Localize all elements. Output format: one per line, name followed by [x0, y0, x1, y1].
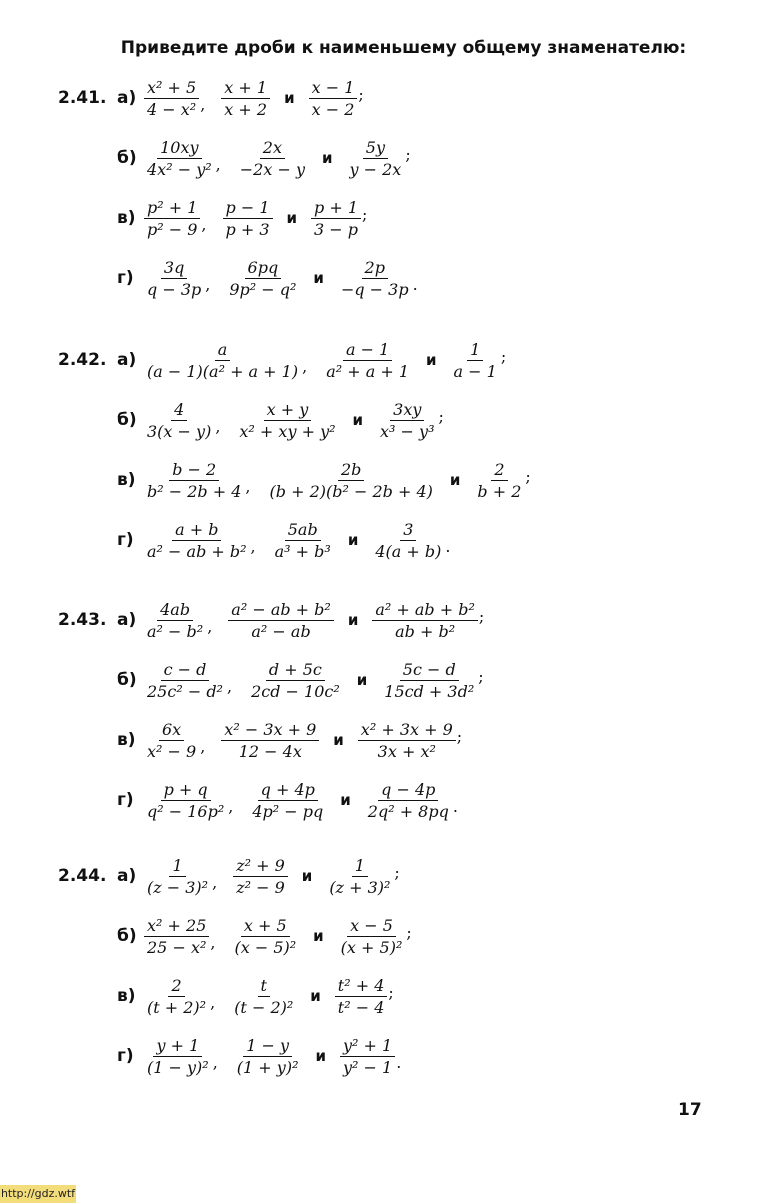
numerator: 3xy — [390, 399, 424, 421]
fraction — [144, 257, 204, 300]
numerator: x² + 25 — [144, 915, 209, 937]
item-label: б) — [117, 670, 137, 690]
denominator: (x + 5)² — [340, 937, 403, 957]
exercise-row — [0, 848, 759, 904]
denominator: 2cd − 10c² — [251, 681, 340, 701]
denominator: b² − 2b + 4 — [147, 481, 242, 501]
fraction-group — [144, 779, 462, 822]
fraction-group — [144, 975, 398, 1018]
exercise-row — [0, 70, 759, 126]
conjunction: и — [352, 411, 364, 429]
item-label: б) — [117, 926, 137, 946]
numerator: 1 — [169, 855, 185, 877]
denominator: 25c² − d² — [147, 681, 223, 701]
fraction — [335, 975, 388, 1018]
comma: , — [250, 536, 256, 556]
fraction — [474, 459, 524, 502]
numerator: t² + 4 — [335, 975, 388, 997]
fraction — [221, 719, 319, 762]
comma: , — [212, 872, 218, 892]
numerator: 3q — [161, 257, 187, 279]
denominator: x³ − y³ — [380, 421, 435, 441]
end-punctuation: ; — [478, 666, 484, 686]
conjunction: и — [347, 531, 359, 549]
numerator: t — [258, 975, 270, 997]
denominator: a² + a + 1 — [326, 361, 410, 381]
denominator: (x − 5)² — [234, 937, 297, 957]
fraction-group — [144, 399, 448, 442]
end-punctuation: ; — [478, 606, 485, 626]
fraction — [231, 915, 299, 958]
comma: , — [215, 416, 221, 436]
numerator: 4 — [171, 399, 187, 421]
numerator: x² − 3x + 9 — [221, 719, 319, 741]
numerator: a − 1 — [343, 339, 392, 361]
fraction — [144, 137, 215, 180]
problem-number: 2.42. — [58, 350, 107, 370]
denominator: 3(x − y) — [147, 421, 212, 441]
comma: , — [245, 476, 251, 496]
numerator: 6x — [159, 719, 184, 741]
denominator: −q − 3p — [340, 279, 409, 299]
comma: , — [212, 1052, 218, 1072]
exercise-row — [0, 332, 759, 388]
conjunction: и — [356, 671, 368, 689]
item-label: в) — [117, 470, 136, 490]
fraction — [231, 975, 296, 1018]
numerator: a + b — [172, 519, 221, 541]
numerator: x² + 3x + 9 — [358, 719, 456, 741]
end-punctuation: ; — [405, 144, 411, 164]
end-punctuation: ; — [388, 982, 394, 1002]
comma: , — [201, 214, 207, 234]
fraction — [228, 599, 334, 642]
end-punctuation: . — [445, 536, 451, 556]
problem-number: 2.43. — [58, 610, 107, 630]
conjunction: и — [449, 471, 461, 489]
end-punctuation: ; — [525, 466, 531, 486]
denominator: q − 3p — [147, 279, 202, 299]
denominator: (1 − y)² — [147, 1057, 209, 1077]
numerator: 4ab — [157, 599, 193, 621]
denominator: t² − 4 — [337, 997, 385, 1017]
numerator: x + y — [264, 399, 312, 421]
numerator: 5c − d — [400, 659, 459, 681]
conjunction: и — [284, 89, 295, 107]
fraction-group — [144, 257, 422, 300]
comma: , — [200, 736, 206, 756]
fraction — [144, 659, 226, 702]
item-label: г) — [117, 268, 134, 288]
denominator: (t − 2)² — [234, 997, 294, 1017]
fraction — [372, 519, 444, 562]
denominator: 12 − 4x — [238, 741, 302, 761]
denominator: 4p² − pq — [252, 801, 324, 821]
denominator: a² − ab — [251, 621, 311, 641]
denominator: z² − 9 — [236, 877, 285, 897]
end-punctuation: . — [396, 1052, 402, 1072]
end-punctuation: ; — [406, 922, 412, 942]
conjunction: и — [313, 927, 324, 945]
numerator: a² + ab + b² — [372, 599, 478, 621]
fraction-group — [144, 339, 510, 382]
fraction-group — [144, 137, 415, 180]
fraction-group — [144, 1035, 405, 1078]
exercise-row — [0, 130, 759, 186]
denominator: b + 2 — [477, 481, 522, 501]
exercise-row — [0, 908, 759, 964]
exercise-row — [0, 968, 759, 1024]
numerator: x − 1 — [309, 77, 358, 99]
fraction-group — [144, 197, 371, 240]
fraction — [358, 719, 456, 762]
fraction-group — [144, 855, 404, 898]
item-label: б) — [117, 410, 137, 430]
problem-number: 2.44. — [58, 866, 107, 886]
fraction — [267, 459, 436, 502]
denominator: p² − 9 — [147, 219, 198, 239]
comma: , — [207, 616, 213, 636]
denominator: 2q² + 8pq — [367, 801, 449, 821]
denominator: 3x + x² — [377, 741, 436, 761]
numerator: x + 5 — [241, 915, 290, 937]
conjunction: и — [333, 731, 344, 749]
comma: , — [302, 356, 308, 376]
conjunction: и — [321, 149, 333, 167]
denominator: 4 − x² — [147, 99, 197, 119]
fraction — [234, 1035, 302, 1078]
denominator: q² − 16p² — [147, 801, 225, 821]
denominator: 9p² − q² — [229, 279, 297, 299]
numerator: q + 4p — [258, 779, 318, 801]
fraction — [144, 719, 199, 762]
end-punctuation: ; — [358, 84, 364, 104]
numerator: z² + 9 — [233, 855, 288, 877]
fraction — [144, 599, 206, 642]
denominator: x² − 9 — [147, 741, 197, 761]
fraction-group — [144, 519, 454, 562]
exercise-row — [0, 772, 759, 828]
numerator: p + 1 — [311, 197, 361, 219]
numerator: 5ab — [285, 519, 321, 541]
watermark-link[interactable]: http://gdz.wtf — [0, 1185, 76, 1203]
conjunction: и — [315, 1047, 327, 1065]
end-punctuation: ; — [456, 726, 463, 746]
comma: , — [210, 992, 216, 1012]
exercise-row — [0, 652, 759, 708]
fraction — [451, 339, 500, 382]
fraction — [144, 1035, 212, 1078]
comma: , — [205, 274, 211, 294]
denominator: p + 3 — [225, 219, 270, 239]
fraction — [144, 855, 211, 898]
numerator: a — [215, 339, 231, 361]
item-label: б) — [117, 148, 137, 168]
exercise-row — [0, 592, 759, 648]
comma: , — [228, 796, 234, 816]
numerator: a² − ab + b² — [228, 599, 334, 621]
fraction — [221, 77, 270, 120]
fraction-group — [144, 659, 488, 702]
exercise-row — [0, 452, 759, 508]
item-label: в) — [117, 208, 136, 228]
numerator: p + q — [161, 779, 211, 801]
fraction-group — [144, 915, 416, 958]
page-heading: Приведите дроби к наименьшему общему знаменателю: — [120, 38, 687, 58]
numerator: p² + 1 — [144, 197, 200, 219]
denominator: 4(a + b) — [375, 541, 442, 561]
fraction — [347, 137, 405, 180]
denominator: a² − b² — [147, 621, 204, 641]
denominator: a² − ab + b² — [147, 541, 247, 561]
numerator: y² + 1 — [340, 1035, 395, 1057]
exercise-row — [0, 190, 759, 246]
fraction — [144, 459, 244, 502]
denominator: y − 2x — [349, 159, 402, 179]
numerator: x + 1 — [221, 77, 270, 99]
item-label: в) — [117, 730, 136, 750]
fraction — [236, 399, 338, 442]
fraction — [144, 915, 209, 958]
numerator: 2 — [168, 975, 184, 997]
comma: , — [210, 932, 216, 952]
fraction — [226, 257, 299, 300]
end-punctuation: ; — [500, 346, 507, 366]
numerator: 6pq — [245, 257, 282, 279]
item-label: в) — [117, 986, 136, 1006]
comma: , — [200, 94, 206, 114]
numerator: 1 — [467, 339, 483, 361]
page-number: 17 — [678, 1100, 702, 1120]
fraction — [144, 197, 200, 240]
numerator: 1 — [352, 855, 368, 877]
fraction — [223, 197, 273, 240]
exercise-row — [0, 712, 759, 768]
denominator: (b + 2)(b² − 2b + 4) — [269, 481, 433, 501]
item-label: а) — [117, 866, 137, 886]
denominator: −2x − y — [239, 159, 305, 179]
end-punctuation: ; — [438, 406, 444, 426]
denominator: x + 2 — [224, 99, 268, 119]
denominator: ab + b² — [395, 621, 456, 641]
numerator: 1 − y — [243, 1035, 292, 1057]
conjunction: и — [340, 791, 351, 809]
fraction — [372, 599, 478, 642]
fraction — [323, 339, 412, 382]
exercise-row — [0, 512, 759, 568]
numerator: b − 2 — [169, 459, 219, 481]
numerator: x² + 5 — [144, 77, 199, 99]
item-label: а) — [117, 610, 137, 630]
denominator: 3 − p — [314, 219, 359, 239]
item-label: г) — [117, 1046, 134, 1066]
denominator: a³ + b³ — [274, 541, 331, 561]
fraction — [144, 399, 214, 442]
numerator: 2b — [338, 459, 364, 481]
fraction — [365, 779, 452, 822]
comma: , — [226, 676, 233, 696]
denominator: (1 + y)² — [236, 1057, 299, 1077]
denominator: a − 1 — [453, 361, 497, 381]
fraction — [338, 257, 412, 300]
numerator: p − 1 — [223, 197, 273, 219]
denominator: y² − 1 — [343, 1057, 393, 1077]
denominator: 25 − x² — [147, 937, 207, 957]
fraction — [249, 779, 326, 822]
numerator: 2x — [260, 137, 285, 159]
numerator: 3 — [400, 519, 416, 541]
numerator: 2p — [362, 257, 388, 279]
fraction — [311, 197, 361, 240]
conjunction: и — [426, 351, 437, 369]
item-label: а) — [117, 350, 137, 370]
fraction-group — [144, 459, 535, 502]
comma: , — [215, 154, 221, 174]
fraction — [233, 855, 288, 898]
exercise-row — [0, 392, 759, 448]
numerator: y + 1 — [153, 1035, 202, 1057]
denominator: 4x² − y² — [147, 159, 212, 179]
item-label: г) — [117, 790, 134, 810]
end-punctuation: ; — [394, 862, 400, 882]
denominator: 15cd + 3d² — [384, 681, 475, 701]
conjunction: и — [301, 867, 313, 885]
fraction — [340, 1035, 395, 1078]
fraction — [144, 77, 199, 120]
exercise-row — [0, 250, 759, 306]
numerator: c − d — [161, 659, 210, 681]
numerator: d + 5c — [266, 659, 325, 681]
conjunction: и — [286, 209, 298, 227]
fraction — [381, 659, 477, 702]
denominator: (a − 1)(a² + a + 1) — [147, 361, 299, 381]
problem-number: 2.41. — [58, 88, 107, 108]
exercise-row — [0, 1028, 759, 1084]
end-punctuation: . — [412, 274, 418, 294]
fraction — [309, 77, 358, 120]
fraction — [326, 855, 393, 898]
numerator: q − 4p — [378, 779, 438, 801]
fraction — [144, 975, 209, 1018]
denominator: x² + xy + y² — [239, 421, 336, 441]
conjunction: и — [310, 987, 321, 1005]
numerator: 10xy — [157, 137, 201, 159]
fraction — [144, 339, 301, 382]
fraction — [248, 659, 343, 702]
numerator: 5y — [363, 137, 388, 159]
fraction-group — [144, 599, 488, 642]
denominator: (z + 3)² — [329, 877, 391, 897]
fraction-group — [144, 719, 466, 762]
fraction — [237, 137, 308, 180]
item-label: а) — [117, 88, 137, 108]
fraction — [144, 779, 227, 822]
fraction-group — [144, 77, 368, 120]
fraction — [272, 519, 334, 562]
denominator: x − 2 — [311, 99, 355, 119]
end-punctuation: . — [452, 796, 458, 816]
denominator: (z − 3)² — [147, 877, 209, 897]
fraction — [377, 399, 437, 442]
numerator: x − 5 — [347, 915, 396, 937]
conjunction: и — [347, 611, 359, 629]
fraction — [144, 519, 250, 562]
denominator: (t + 2)² — [147, 997, 207, 1017]
item-label: г) — [117, 530, 134, 550]
conjunction: и — [313, 269, 324, 287]
numerator: 2 — [491, 459, 507, 481]
end-punctuation: ; — [362, 204, 368, 224]
fraction — [338, 915, 406, 958]
